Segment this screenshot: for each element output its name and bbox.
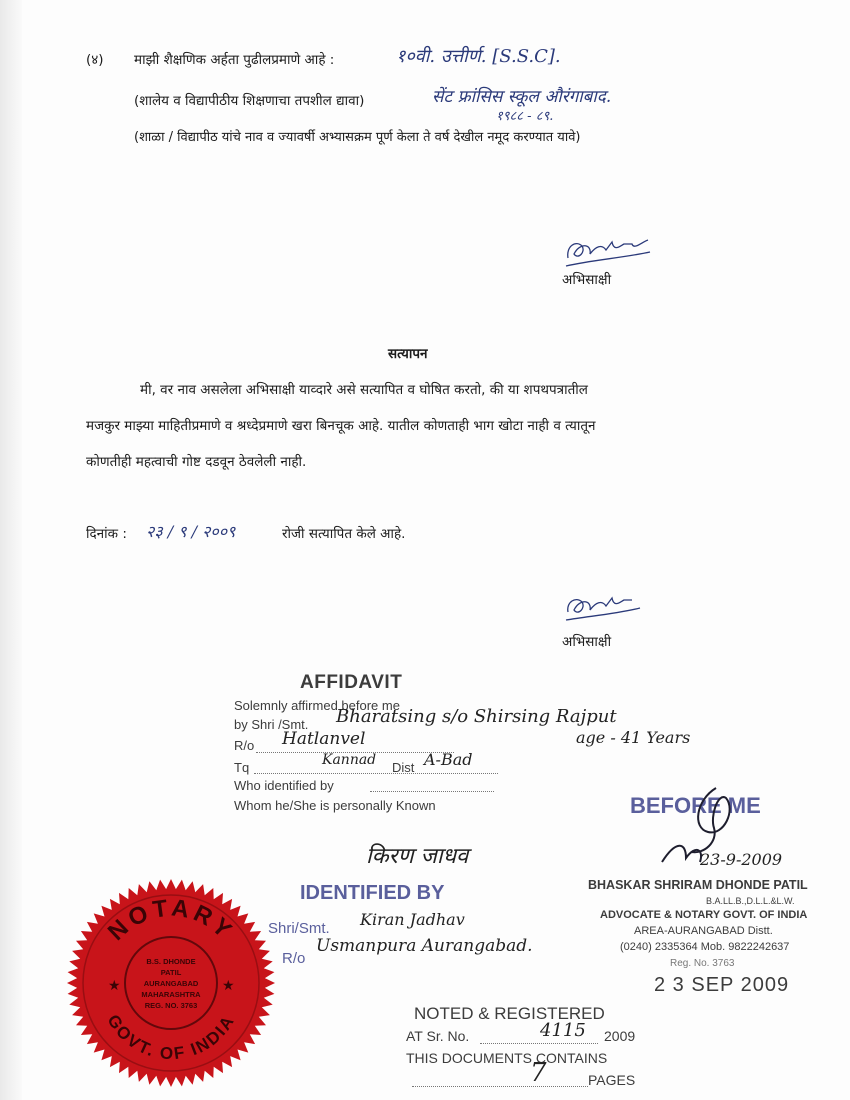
ro-handwritten: Hatlanvel	[282, 729, 366, 749]
tq-dotted-line	[254, 773, 498, 774]
pages-label: PAGES	[588, 1072, 636, 1088]
deponent-signature-1	[562, 232, 652, 272]
verification-line-2: मजकुर माझ्या माहितीप्रमाणे व श्रध्देप्रमाणे खरा बिनचूक आहे. यातील कोणताही भाग खोटा नाही व त्यातून	[86, 418, 596, 434]
registered-title: NOTED & REGISTERED	[414, 1004, 605, 1023]
identified-shri-handwritten: Kiran Jadhav	[360, 910, 465, 929]
date-handwritten: २३ / ९ / २००९	[146, 522, 236, 541]
seal-top-text: NOTARY	[102, 894, 240, 947]
qualification-label: माझी शैक्षणिक अर्हता पुढीलप्रमाणे आहे :	[134, 52, 335, 68]
pages-dotted-line	[412, 1086, 588, 1087]
who-identified-label: Who identified by	[234, 778, 334, 793]
by-shri-handwritten: Bharatsing s/o Shirsing Rajput	[336, 706, 617, 727]
education-detail-label: (शालेय व विद्यापीठीय शिक्षणाचा तपशील द्यावा)	[134, 93, 365, 109]
notary-area: AREA-AURANGABAD Distt.	[634, 925, 773, 937]
seal-center-line-3: AURANGABAD	[143, 979, 199, 988]
item-number: (४)	[86, 52, 104, 68]
identified-ro-label: R/o	[282, 950, 306, 967]
notary-degrees: B.A.LL.B.,D.L.L.&L.W.	[706, 896, 795, 906]
before-me-title: BEFORE ME	[630, 793, 761, 818]
tq-label: Tq	[234, 760, 250, 775]
notary-seal	[64, 876, 278, 1090]
notary-sign-date: 23-9-2009	[700, 850, 783, 869]
affidavit-stamp-title: AFFIDAVIT	[300, 672, 403, 693]
pages-handwritten: 7	[530, 1058, 547, 1088]
ro-label: R/o	[234, 738, 255, 753]
identified-by-title: IDENTIFIED BY	[300, 882, 445, 904]
sr-no-year: 2009	[604, 1028, 636, 1044]
seal-center-line-4: MAHARASHTRA	[141, 990, 201, 999]
verification-title: सत्यापन	[388, 346, 428, 362]
identified-ro-handwritten: Usmanpura Aurangabad.	[316, 936, 533, 956]
notary-reg-no: Reg. No. 3763	[670, 958, 735, 969]
school-note: (शाळा / विद्यापीठ यांचे नाव व ज्यावर्षी अभ्यासक्रम पूर्ण केला ते वर्ष देखील नमूद करण्यात यावे)	[134, 130, 581, 145]
deponent-label-2: अभिसाक्षी	[562, 634, 612, 650]
seal-center-line-5: REG. NO. 3763	[144, 1001, 198, 1010]
age-handwritten: age - 41 Years	[576, 728, 691, 747]
date-suffix: रोजी सत्यापित केले आहे.	[282, 526, 406, 542]
school-handwritten: सेंट फ्रांसिस स्कूल औरंगाबाद.	[432, 87, 612, 107]
notary-phone: (0240) 2335364 Mob. 9822242637	[620, 941, 790, 953]
sr-no-handwritten: 4115	[540, 1020, 586, 1041]
sr-no-label: AT Sr. No.	[406, 1028, 470, 1044]
verification-line-1: मी, वर नाव असलेला अभिसाक्षी याव्दारे असे सत्यापित व घोषित करतो, की या शपथपत्रातील	[140, 382, 588, 398]
deponent-label-1: अभिसाक्षी	[562, 272, 612, 288]
dist-label: Dist	[392, 760, 415, 775]
seal-bottom-text: GOVT. OF INDIA	[103, 1011, 239, 1064]
notary-designation: ADVOCATE & NOTARY GOVT. OF INDIA	[600, 909, 808, 921]
contains-label: THIS DOCUMENTS CONTAINS	[406, 1050, 608, 1066]
verification-line-3: कोणतीही महत्वाची गोष्ट दडवून ठेवलेली नाही.	[86, 454, 307, 470]
tq-handwritten: Kannad	[322, 752, 377, 768]
notary-date-stamp: 2 3 SEP 2009	[654, 974, 790, 996]
seal-center-line-2: PATIL	[160, 968, 182, 977]
qualification-handwritten: १०वी. उत्तीर्ण. [S.S.C].	[396, 46, 561, 67]
sr-no-dotted-line	[480, 1043, 598, 1044]
seal-right-star: ★	[222, 978, 235, 994]
notary-name: BHASKAR SHRIRAM DHONDE PATIL	[588, 878, 808, 892]
scan-edge-shadow	[0, 0, 22, 1100]
year-handwritten: १९८८ - ८९.	[496, 109, 554, 124]
personally-known-label: Whom he/She is personally Known	[234, 798, 436, 813]
who-identified-dotted-line	[370, 791, 494, 792]
by-shri-label: by Shri /Smt.	[234, 717, 309, 732]
dist-handwritten: A-Bad	[424, 750, 473, 769]
identified-shri-label: Shri/Smt.	[268, 920, 330, 937]
deponent-signature-2	[562, 590, 642, 626]
date-label: दिनांक :	[86, 526, 127, 542]
seal-left-star: ★	[108, 978, 121, 994]
identifier-signature: किरण जाधव	[366, 844, 469, 869]
solemnly-affirmed: Solemnly affirmed before me	[234, 698, 400, 713]
seal-center-line-1: B.S. DHONDE	[146, 957, 196, 966]
